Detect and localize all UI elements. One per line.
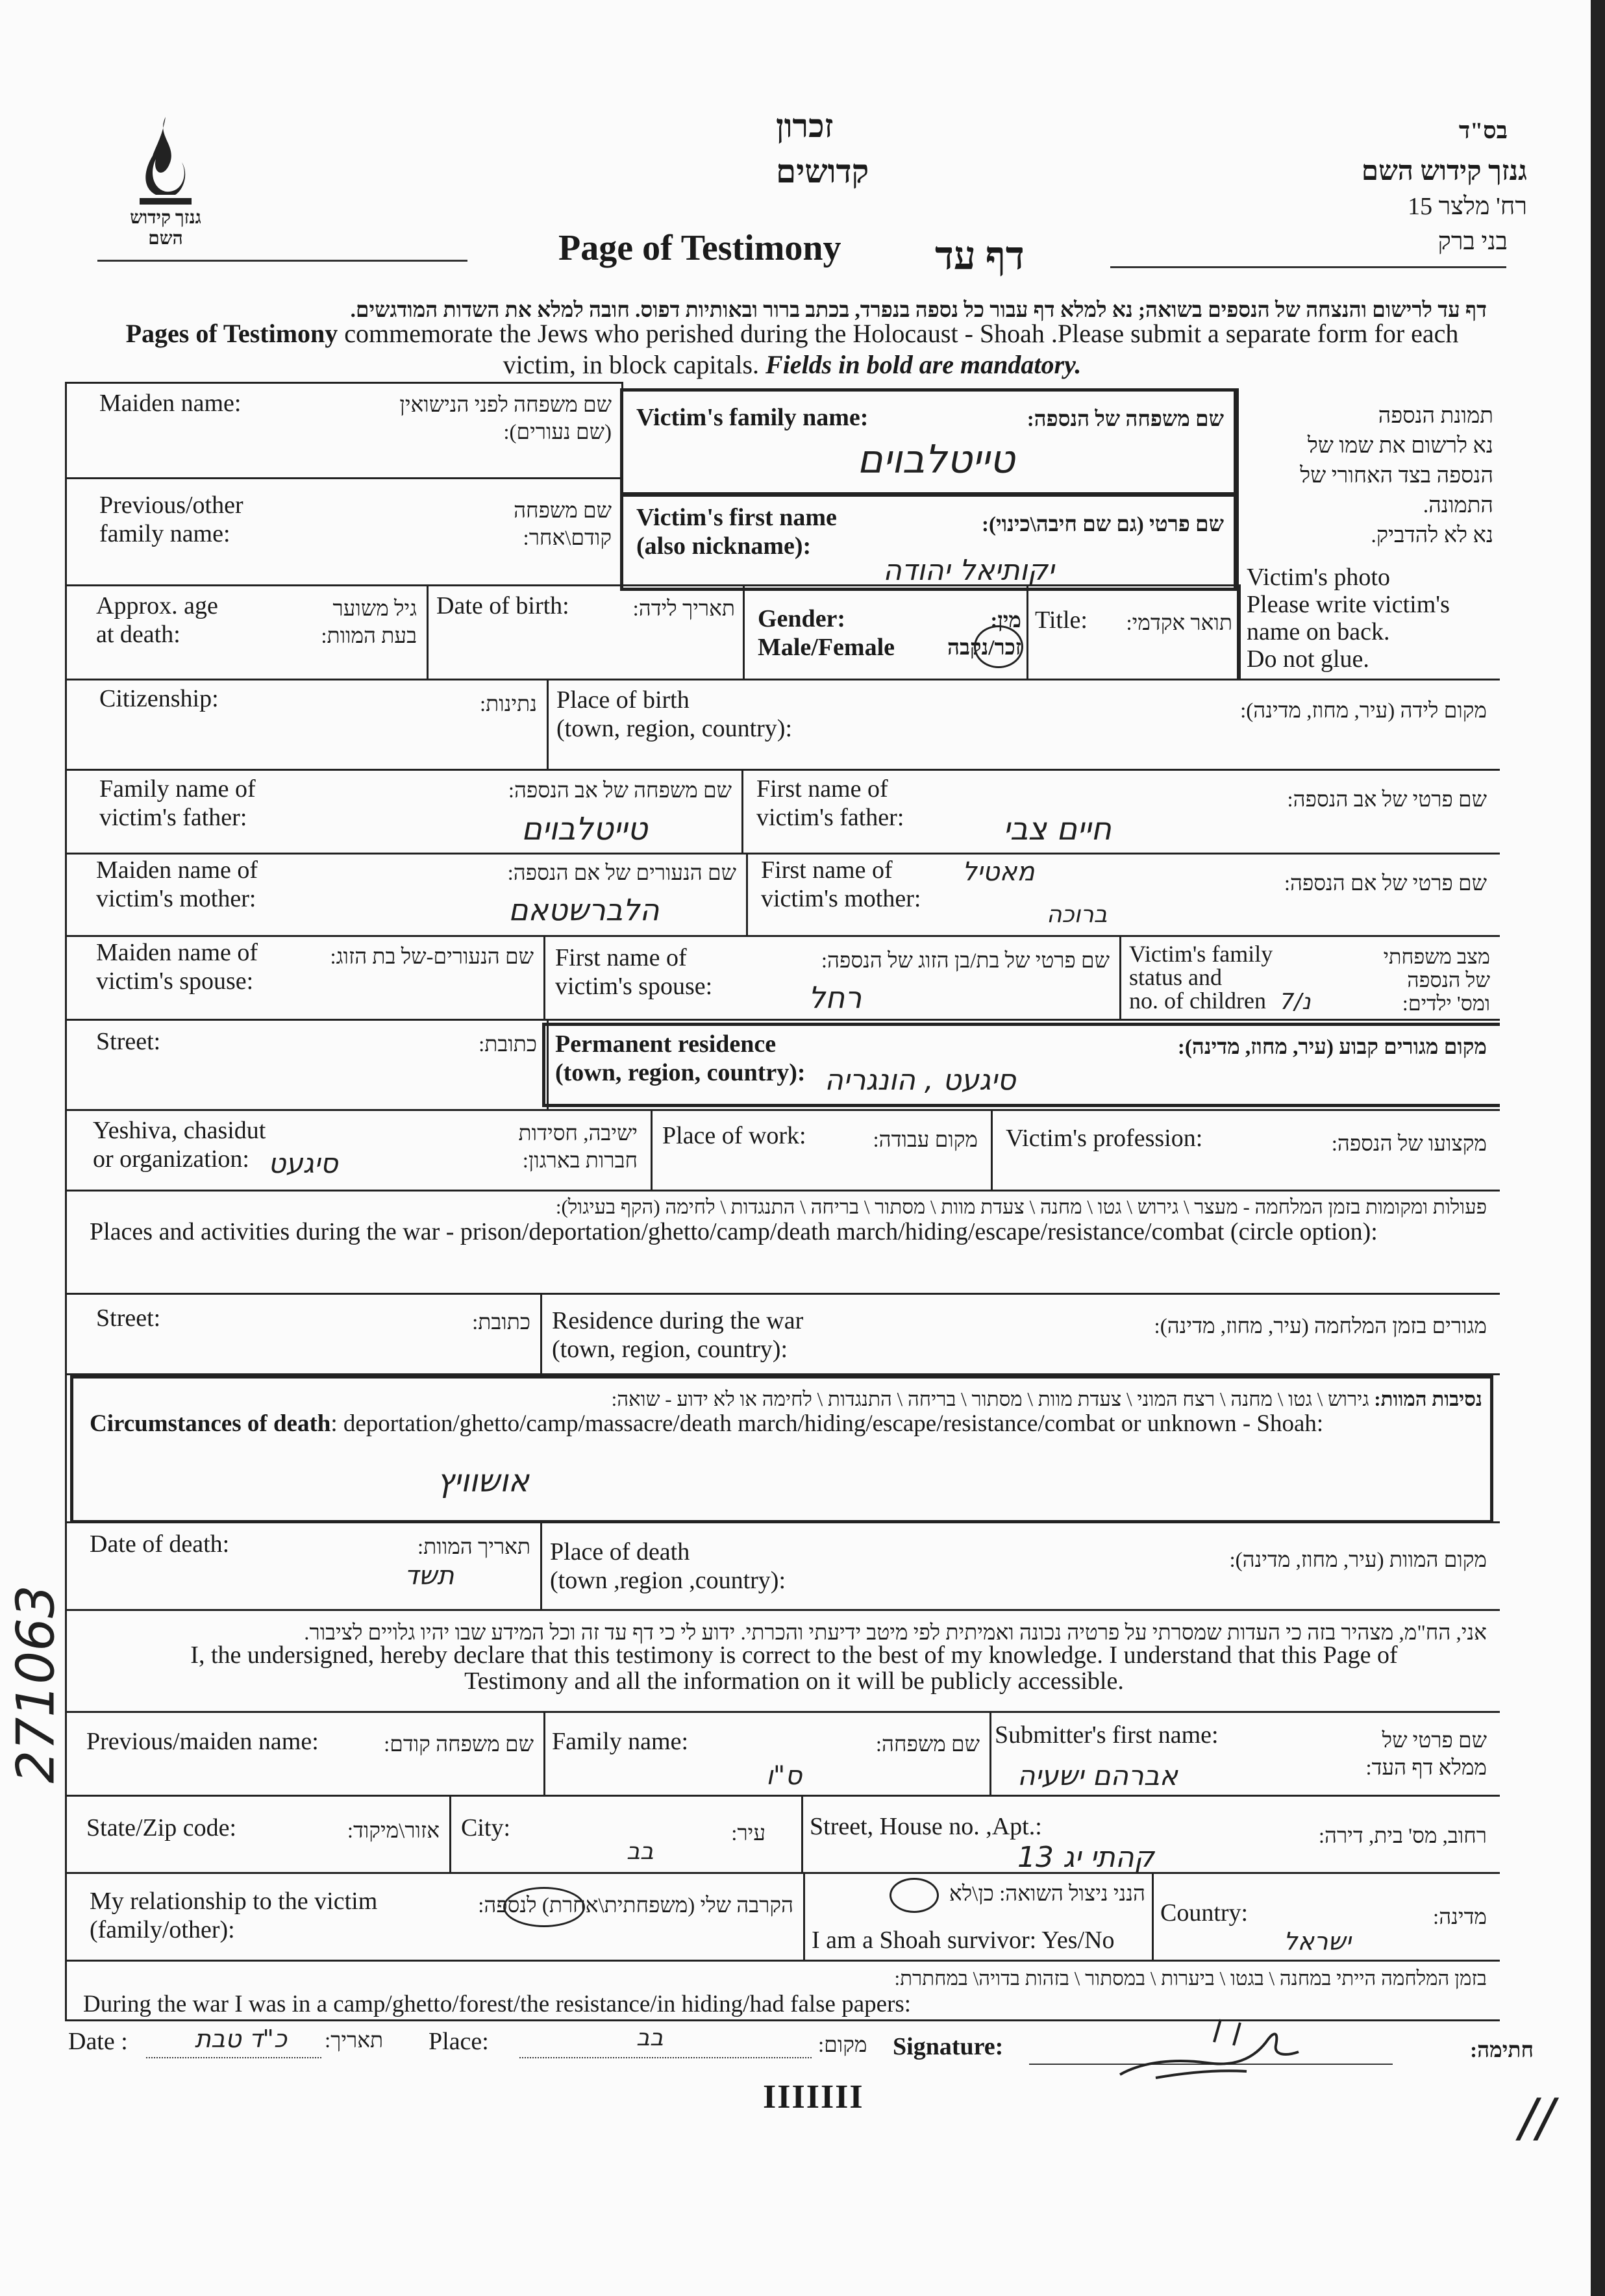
- date-of-birth-field[interactable]: [427, 584, 745, 680]
- intro-line1: commemorate the Jews who perished during the Holocaust - Shoah .Please submit a separate form for each: [338, 319, 1459, 348]
- citizenship-label-he: נתינות:: [480, 693, 537, 716]
- photo-he-5: נא לא להדביק.: [1371, 523, 1493, 547]
- relationship-en-1: My relationship to the victim: [90, 1888, 378, 1915]
- zip-code-field[interactable]: [65, 1795, 451, 1874]
- yeshiva-value: סיגעט: [268, 1147, 338, 1179]
- previous-name-label: [99, 491, 243, 548]
- city-label-he: עיר:: [731, 1822, 765, 1845]
- photo-he-4: התמונה.: [1423, 493, 1493, 518]
- war-residence-field[interactable]: [540, 1293, 1500, 1375]
- activities-label-he: פעולות ומקומות בזמן המלחמה - מעצר \ גירוש \ גטו \ מחנה \ צעדת מוות \ מסתור \ בריחה \ התנגדות \ לחימה (הקף בעיגול):: [555, 1195, 1487, 1218]
- country-field[interactable]: [1152, 1872, 1500, 1962]
- permanent-en-2: (town, region, country):: [555, 1059, 806, 1086]
- spouse-first-label: [555, 943, 712, 1001]
- family-status-label-he: [1384, 945, 1490, 1015]
- country-label-he: מדינה:: [1433, 1906, 1487, 1929]
- signature-label: Signature:: [893, 2033, 1004, 2060]
- previous-en-1: Previous/other: [99, 492, 243, 519]
- mother-maiden-en-2: victim's mother:: [96, 885, 256, 912]
- spouse-first-label-he: שם פרטי של בת/בן הזוג של הנספה:: [821, 949, 1110, 973]
- family-status-en-2: status and: [1129, 964, 1222, 990]
- title-label: Title:: [1035, 606, 1088, 634]
- place-of-work-field[interactable]: [651, 1109, 993, 1192]
- place-line[interactable]: [519, 2057, 812, 2058]
- intro-hebrew: דף עד לרישום והנצחה של הנספים בשואה; נא למלא דף עבור כל נספה בנפרד, בכתב ברור ובאותיות דפוס. חובה למלא את השדות המודגשים.: [350, 299, 1487, 322]
- previous-name-label-he: [514, 497, 612, 552]
- page-title: Page of Testimony: [558, 228, 841, 268]
- age-label: [96, 592, 218, 649]
- org-street: רח' מלצר 15: [1408, 193, 1527, 220]
- victim-family-name-value: טייטלבוים: [857, 437, 1015, 482]
- pob-en-1: Place of birth: [556, 686, 690, 714]
- pob-label-he: מקום לידה (עיר, מחוז, מדינה):: [1240, 699, 1487, 723]
- activities-label: Places and activities during the war - prison/deportation/ghetto/camp/death march/hiding/escape/resistance/combat (circle option):: [90, 1218, 1378, 1245]
- father-first-en-2: victim's father:: [756, 804, 904, 831]
- family-status-label: [1129, 942, 1273, 1012]
- mother-first-label-he: שם פרטי של אם הנספה:: [1284, 872, 1487, 895]
- street-field[interactable]: [65, 1019, 549, 1111]
- gender-male-circle: [974, 625, 1023, 668]
- place-label-he: מקום:: [818, 2034, 867, 2057]
- yeshiva-he-1: ישיבה, חסידות: [518, 1122, 638, 1145]
- zikaron: זכרון: [776, 108, 834, 144]
- submitter-family-label-he: שם משפחה:: [875, 1733, 980, 1756]
- place-of-death-field[interactable]: [540, 1521, 1500, 1611]
- yeshiva-en-1: Yeshiva, chasidut: [93, 1117, 266, 1144]
- relationship-label-he: הקרבה שלי (משפחתית\אחרת) לנספה:: [478, 1894, 793, 1917]
- date-of-death-field[interactable]: [65, 1521, 542, 1611]
- intro-line2: victim, in block capitals.: [503, 350, 760, 379]
- intro-mandatory: Fields in bold are mandatory.: [759, 350, 1082, 379]
- circumstances-of-death-field[interactable]: [70, 1375, 1493, 1523]
- pob-en-2: (town, region, country):: [556, 715, 793, 742]
- pod-label-he: מקום המוות (עיר, מחוז, מדינה):: [1229, 1549, 1487, 1572]
- logo: [117, 110, 214, 249]
- city-value: בב: [627, 1838, 654, 1865]
- org-name: גנזך קידוש השם: [1361, 156, 1527, 186]
- work-label-he: מקום עבודה:: [873, 1129, 978, 1152]
- submitter-first-value: אברהם ישעיה: [1017, 1760, 1178, 1791]
- place-value: בב: [636, 2025, 664, 2051]
- intro-bold: Pages of Testimony: [125, 319, 338, 348]
- street-label-he: כתובת:: [479, 1033, 537, 1056]
- declaration-en-2: Testimony and all the information on it will be publicly accessible.: [464, 1667, 1124, 1695]
- victim-first-en-2: (also nickname):: [636, 532, 812, 560]
- submitter-first-he-1: שם פרטי של: [1382, 1729, 1487, 1753]
- family-status-value: נ/7: [1280, 989, 1311, 1015]
- war-residence-label-he: מגורים בזמן המלחמה (עיר, מחוז, מדינה):: [1154, 1315, 1487, 1338]
- victim-family-name-label: Victim's family name:: [636, 404, 869, 431]
- zip-label: State/Zip code:: [86, 1814, 237, 1841]
- yeshiva-en-2: or organization:: [93, 1145, 249, 1173]
- dod-label-he: תאריך המוות:: [417, 1536, 530, 1559]
- declaration-box: [65, 1609, 1500, 1713]
- victim-first-en-1: Victim's first name: [636, 504, 837, 531]
- profession-field[interactable]: [991, 1109, 1500, 1192]
- zip-label-he: אזור\מיקוד:: [347, 1819, 440, 1843]
- street-address-label-he: רחוב, מס' בית, דירה:: [1318, 1825, 1487, 1848]
- date-line[interactable]: [146, 2057, 321, 2058]
- survivor-answer-circle: [890, 1878, 939, 1913]
- bottom-stamp: IIIIIII: [763, 2078, 864, 2115]
- victim-family-name-field[interactable]: [620, 388, 1237, 495]
- yeshiva-label: [93, 1116, 266, 1173]
- signature-scribble: [1117, 2016, 1331, 2088]
- photo-instructions-he: [1300, 401, 1493, 551]
- pob-label: [556, 686, 792, 743]
- yeshiva-field[interactable]: [65, 1109, 653, 1192]
- war-street-field[interactable]: [65, 1293, 542, 1375]
- during-war-label-he: בזמן המלחמה הייתי במחנה \ בגטו \ ביערות \ במסתור \ בזהות בדויה\ במחתרת:: [894, 1967, 1487, 1990]
- submitter-previous-label: Previous/maiden name:: [86, 1728, 319, 1755]
- survivor-label: I am a Shoah survivor: Yes/No: [812, 1927, 1115, 1954]
- relationship-other-circle: [503, 1887, 585, 1927]
- citizenship-field[interactable]: [65, 679, 549, 771]
- circumstances-label: [90, 1410, 1323, 1438]
- father-first-label-he: שם פרטי של אב הנספה:: [1287, 788, 1487, 812]
- date-label: Date :: [68, 2028, 128, 2055]
- relationship-label: [90, 1887, 377, 1944]
- father-family-name-field[interactable]: [65, 769, 743, 855]
- place-of-birth-field[interactable]: [547, 679, 1500, 771]
- declaration-en-1: I, the undersigned, hereby declare that this testimony is correct to the best of my knowledge. I understand that this Page of: [190, 1641, 1398, 1669]
- permanent-residence-label: [555, 1030, 806, 1087]
- photo-en-2: Please write victim's: [1247, 591, 1450, 618]
- profession-label-he: מקצועו של הנספה:: [1331, 1132, 1487, 1156]
- previous-he-1: שם משפחה: [514, 499, 612, 523]
- permanent-residence-field[interactable]: [542, 1023, 1500, 1107]
- spouse-maiden-en-2: victim's spouse:: [96, 967, 254, 995]
- relationship-en-2: (family/other):: [90, 1916, 235, 1943]
- signature-label-he: חתימה:: [1470, 2039, 1534, 2062]
- age-at-death-field[interactable]: [65, 584, 429, 680]
- pod-label: [550, 1538, 786, 1595]
- age-en-1: Approx. age: [96, 592, 218, 619]
- father-first-name-field[interactable]: [741, 769, 1500, 855]
- war-residence-label: [552, 1306, 803, 1364]
- father-first-label: [756, 775, 904, 832]
- declaration-english: [93, 1642, 1495, 1694]
- submitter-first-name-field[interactable]: [989, 1711, 1500, 1797]
- previous-he-2: קודם\אחר:: [523, 527, 612, 550]
- mother-first-label: [761, 856, 921, 913]
- war-residence-en-2: (town, region, country):: [552, 1336, 788, 1363]
- spouse-maiden-label-he: שם הנעורים-של בת הזוג:: [330, 945, 534, 969]
- mother-maiden-value: הלברשטאם: [508, 892, 660, 927]
- victim-photo-box[interactable]: [1237, 388, 1500, 680]
- father-first-value: חיים צבי: [1003, 811, 1112, 847]
- submitter-family-value: ס"ו: [766, 1761, 802, 1791]
- yeshiva-he-2: חברות בארגון:: [522, 1149, 638, 1173]
- spouse-maiden-label: [96, 938, 258, 995]
- work-label: Place of work:: [662, 1122, 806, 1149]
- maiden-name-label-he: [399, 392, 612, 446]
- father-family-label: [99, 775, 256, 832]
- yeshiva-label-he: [519, 1120, 638, 1175]
- title-rule-left: [97, 260, 467, 262]
- father-family-label-he: שם משפחה של אב הנספה:: [508, 779, 732, 803]
- place-label: Place:: [429, 2028, 489, 2055]
- gender-he-2: זכר/נקבה: [947, 636, 1021, 660]
- city-label: City:: [461, 1814, 511, 1841]
- photo-en-4: Do not glue.: [1247, 645, 1369, 673]
- circumstances-he-bold: נסיבות המוות:: [1374, 1388, 1482, 1410]
- margin-check-mark: //: [1519, 2088, 1554, 2148]
- spouse-first-name-field[interactable]: [543, 935, 1121, 1021]
- submitter-first-label-he: [1365, 1727, 1487, 1782]
- photo-he-1: תמונת הנספה: [1378, 404, 1493, 428]
- war-residence-en-1: Residence during the war: [552, 1307, 804, 1334]
- relationship-field[interactable]: [65, 1872, 805, 1962]
- gender-en-2: Male/Female: [758, 634, 895, 661]
- mother-first-name-field[interactable]: [746, 853, 1500, 937]
- war-activities-field[interactable]: [65, 1190, 1500, 1295]
- family-status-en-3: no. of children: [1129, 988, 1266, 1014]
- family-status-he-2: של הנספה: [1407, 968, 1490, 992]
- mother-maiden-en-1: Maiden name of: [96, 856, 258, 884]
- during-war-field[interactable]: [65, 1960, 1500, 2021]
- city-field[interactable]: [449, 1795, 803, 1874]
- maiden-name-label: Maiden name:: [99, 390, 242, 417]
- title-rule-right: [1110, 266, 1506, 268]
- permanent-en-1: Permanent residence: [555, 1030, 777, 1058]
- family-status-en-1: Victim's family: [1129, 941, 1273, 967]
- country-value: ישראל: [1284, 1927, 1351, 1956]
- father-first-en-1: First name of: [756, 775, 888, 803]
- victim-first-name-label-he: שם פרטי (גם שם חיבה\כינוי):: [982, 513, 1224, 536]
- submitter-first-he-2: ממלא דף העד:: [1365, 1756, 1487, 1780]
- father-family-en-2: victim's father:: [99, 804, 247, 831]
- mother-maiden-name-field[interactable]: [65, 853, 748, 937]
- pod-en-2: (town ,region ,country):: [550, 1567, 786, 1594]
- photo-en-3: name on back.: [1247, 618, 1390, 645]
- street-address-value: קהתי יג 13: [1017, 1841, 1154, 1874]
- page-title-hebrew: דף עד: [935, 234, 1025, 277]
- circumstances-he-rest: גירוש \ גטו \ מחנה \ רצח המוני \ צעדת מוות \ מסתור \ בריחה \ התנגדות \ לחימה או לא ידוע - שואה:: [611, 1388, 1375, 1410]
- scan-edge: [1591, 0, 1605, 2296]
- mother-maiden-label: [96, 856, 258, 913]
- family-status-he-3: ומס' ילדים:: [1402, 992, 1490, 1015]
- mother-maiden-label-he: שם הנעורים של אם הנספה:: [507, 862, 736, 885]
- street-address-field[interactable]: [801, 1795, 1500, 1874]
- circumstances-en-bold: Circumstances of death: [90, 1410, 331, 1437]
- spouse-first-value: רחל: [808, 980, 862, 1015]
- mother-first-en-2: victim's mother:: [761, 885, 921, 912]
- maiden-he-2: (שם נעורים):: [503, 421, 612, 444]
- circumstances-label-he: [612, 1388, 1482, 1411]
- title-label-he: תואר אקדמי:: [1126, 612, 1232, 635]
- street-address-label: Street, House no. ,Apt.:: [810, 1813, 1042, 1840]
- victim-first-name-label: [636, 503, 837, 560]
- family-status-he-1: מצב משפחתי: [1383, 945, 1490, 968]
- dod-value: תשד: [404, 1561, 454, 1591]
- permanent-residence-label-he: מקום מגורים קבוע (עיר, מחוז, מדינה):: [1177, 1036, 1487, 1059]
- age-label-he: [321, 595, 417, 650]
- survivor-label-he: הנני ניצול השואה: כן\לא: [949, 1882, 1145, 1906]
- dod-label: Date of death:: [90, 1530, 230, 1558]
- maiden-name-field[interactable]: [65, 382, 623, 479]
- org-city: בני ברק: [1437, 228, 1508, 255]
- submitter-family-name-field[interactable]: [543, 1711, 991, 1797]
- submitter-first-label: Submitter's first name:: [995, 1721, 1219, 1749]
- photo-instructions-en: [1247, 564, 1450, 673]
- mother-first-value-1: מאטיל: [962, 857, 1035, 887]
- age-he-1: גיל משוער: [332, 597, 417, 621]
- father-family-value: טייטלבוים: [521, 811, 648, 847]
- bsd-mark: בס"ד: [1458, 118, 1508, 144]
- maiden-he-1: שם משפחה לפני הנישואין: [399, 393, 612, 417]
- gender-field[interactable]: [743, 584, 1028, 680]
- spouse-first-en-2: victim's spouse:: [555, 973, 713, 1000]
- pod-en-1: Place of death: [550, 1538, 690, 1566]
- victim-first-name-value: יקותיאל יהודה: [883, 554, 1054, 587]
- circumstances-value: אושוויץ: [437, 1463, 529, 1499]
- family-status-field[interactable]: [1119, 935, 1500, 1021]
- spouse-maiden-name-field[interactable]: [65, 935, 545, 1021]
- photo-he-3: הנספה בצד האחורי של: [1300, 464, 1493, 488]
- date-value: כ"ד טבת: [195, 2025, 287, 2053]
- previous-family-name-field[interactable]: [65, 477, 623, 586]
- victim-family-name-label-he: שם משפחה של הנספה:: [1026, 408, 1224, 431]
- margin-file-number: 271063: [5, 1585, 66, 1784]
- citizenship-label: Citizenship:: [99, 685, 219, 712]
- mother-first-value-2: ברוכה: [1047, 901, 1108, 928]
- photo-he-2: נא לרשום את שמו של: [1307, 434, 1493, 458]
- war-street-label: Street:: [96, 1304, 161, 1332]
- gender-label: [758, 605, 895, 662]
- age-en-2: at death:: [96, 621, 180, 648]
- previous-en-2: family name:: [99, 520, 230, 547]
- dob-label-he: תאריך לידה:: [632, 597, 735, 621]
- street-label: Street:: [96, 1028, 161, 1055]
- mother-first-en-1: First name of: [761, 856, 893, 884]
- circumstances-en-rest: : deportation/ghetto/camp/massacre/death march/hiding/escape/resistance/combat or unknown - Shoah:: [330, 1410, 1324, 1437]
- declaration-hebrew: אני, הח"מ, מצהיר בזה כי העדות שמסרתי על פרטיה נכונה ואמיתית לפי מיטב ידיעתי והכרתי. ידוע לי כי דף עד זה וכל המידע שבו יהיו גלויים לציבור.: [304, 1621, 1487, 1645]
- father-family-en-1: Family name of: [99, 775, 256, 803]
- submitter-family-label: Family name:: [552, 1728, 689, 1755]
- during-war-label: During the war I was in a camp/ghetto/forest/the resistance/in hiding/had false papers:: [83, 1991, 912, 2017]
- spouse-first-en-1: First name of: [555, 944, 687, 971]
- war-street-label-he: כתובת:: [472, 1311, 530, 1334]
- title-field[interactable]: [1026, 584, 1241, 680]
- submitter-previous-name-field[interactable]: [65, 1711, 545, 1797]
- gender-he-1: מין:: [990, 609, 1021, 632]
- kedoshim: קדושים: [776, 153, 869, 190]
- spouse-maiden-en-1: Maiden name of: [96, 939, 258, 966]
- victim-first-name-field[interactable]: [620, 493, 1237, 591]
- date-label-he: תאריך:: [325, 2029, 384, 2053]
- logo-text: גנזך קידוש השם: [130, 208, 201, 249]
- profession-label: Victim's profession:: [1006, 1125, 1203, 1152]
- country-label: Country:: [1160, 1899, 1249, 1927]
- survivor-field[interactable]: [803, 1872, 1154, 1962]
- submitter-previous-label-he: שם משפחה קודם:: [384, 1733, 534, 1756]
- dob-label: Date of birth:: [436, 592, 569, 619]
- permanent-residence-value: סיגעט , הונגריה: [825, 1064, 1016, 1097]
- age-he-2: בעת המוות:: [321, 625, 417, 648]
- photo-en-1: Victim's photo: [1247, 564, 1390, 591]
- gender-en-1: Gender:: [758, 605, 846, 632]
- intro-english: [97, 318, 1487, 381]
